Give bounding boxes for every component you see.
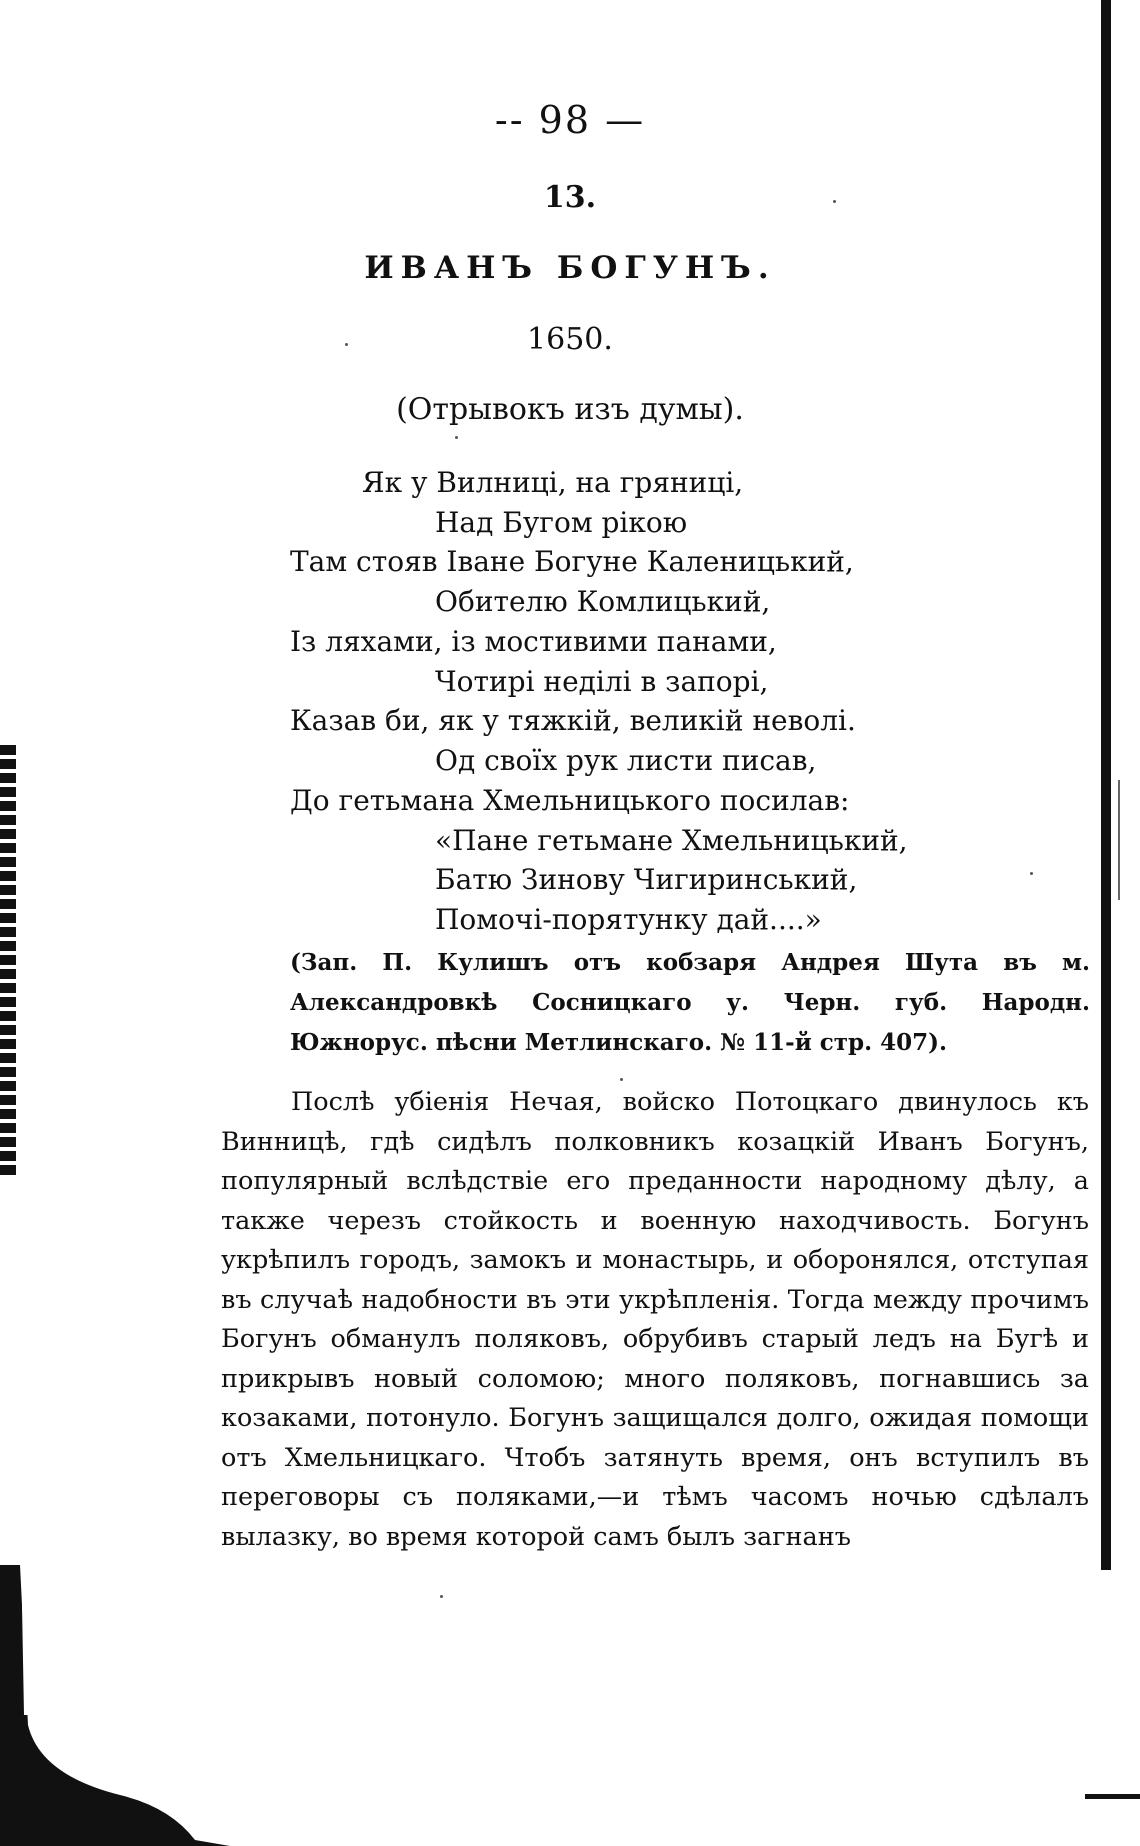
poem-line: Там стояв Іване Богуне Каленицький, <box>290 545 854 578</box>
source-note: (Зап. П. Кулишъ отъ кобзаря Андрея Шута въ м. Александровкѣ Сосницкаго у. Черн. губ. Народн. Южнорус. пѣсни Метлинскаго. № 11-й стр. 407). <box>290 949 1090 1056</box>
poem-line: Із ляхами, із мостивими панами, <box>290 625 777 658</box>
section-number: 13. <box>543 180 597 215</box>
body-text <box>221 1083 1089 1557</box>
scan-speck <box>440 1595 443 1598</box>
poem-line: До гетьмана Хмельницького посилав: <box>290 784 850 817</box>
poem-line: Над Бугом рікою <box>435 506 688 539</box>
poem-line: Од своїх рук листи писав, <box>435 744 817 777</box>
scan-edge-rule <box>1101 0 1111 1570</box>
poem-line: Обителю Комлицький, <box>435 585 771 618</box>
poem-line: Чотирі неділі в запорі, <box>435 665 769 698</box>
chapter-title: ИВАНЪ БОГУНЪ. <box>364 250 776 286</box>
chapter-subtitle: (Отрывокъ изъ думы). <box>396 392 744 427</box>
scan-speck <box>455 436 458 439</box>
scan-speck <box>1030 872 1033 875</box>
scan-corner-shadow <box>0 1545 230 1846</box>
poem-line: Як у Вилниці, на гряниці, <box>362 466 744 499</box>
poem-line: Помочі-порятунку дай....» <box>435 903 822 936</box>
scan-bottom-mark <box>1085 1794 1140 1799</box>
chapter-year: 1650. <box>527 322 613 357</box>
scan-speck <box>620 1078 623 1081</box>
poem-line: «Пане гетьмане Хмельницький, <box>435 824 908 857</box>
body-paragraph: Послѣ убіенія Нечая, войско Потоцкаго двинулось къ Винницѣ, гдѣ сидѣлъ полковникъ козацкій Иванъ Богунъ, популярный вслѣдствіе его преданности народному дѣлу, а также черезъ стойкость и военную находчивость. Богунъ укрѣпилъ городъ, замокъ и монастырь, и оборонялся, отступая въ случаѣ надобности въ эти укрѣпленія. Тогда между прочимъ Богунъ обманулъ поляковъ, обрубивъ старый ледъ на Бугѣ и прикрывъ новый соломою; много поляковъ, погнавшись за козаками, потонуло. Богунъ защищался долго, ожидая помощи отъ Хмельницкаго. Чтобъ затянуть время, онъ вступилъ въ переговоры съ поляками,—и тѣмъ часомъ ночью сдѣлалъ вылазку, во время которой самъ былъ загнанъ <box>221 1087 1089 1552</box>
scan-spine-edge <box>0 745 16 1175</box>
scan-edge-thin-rule <box>1118 780 1120 900</box>
page-number: -- 98 — <box>494 98 646 142</box>
poem-line: Казав би, як у тяжкій, великій неволі. <box>290 704 856 737</box>
poem-line: Батю Зинову Чигиринський, <box>435 863 858 896</box>
